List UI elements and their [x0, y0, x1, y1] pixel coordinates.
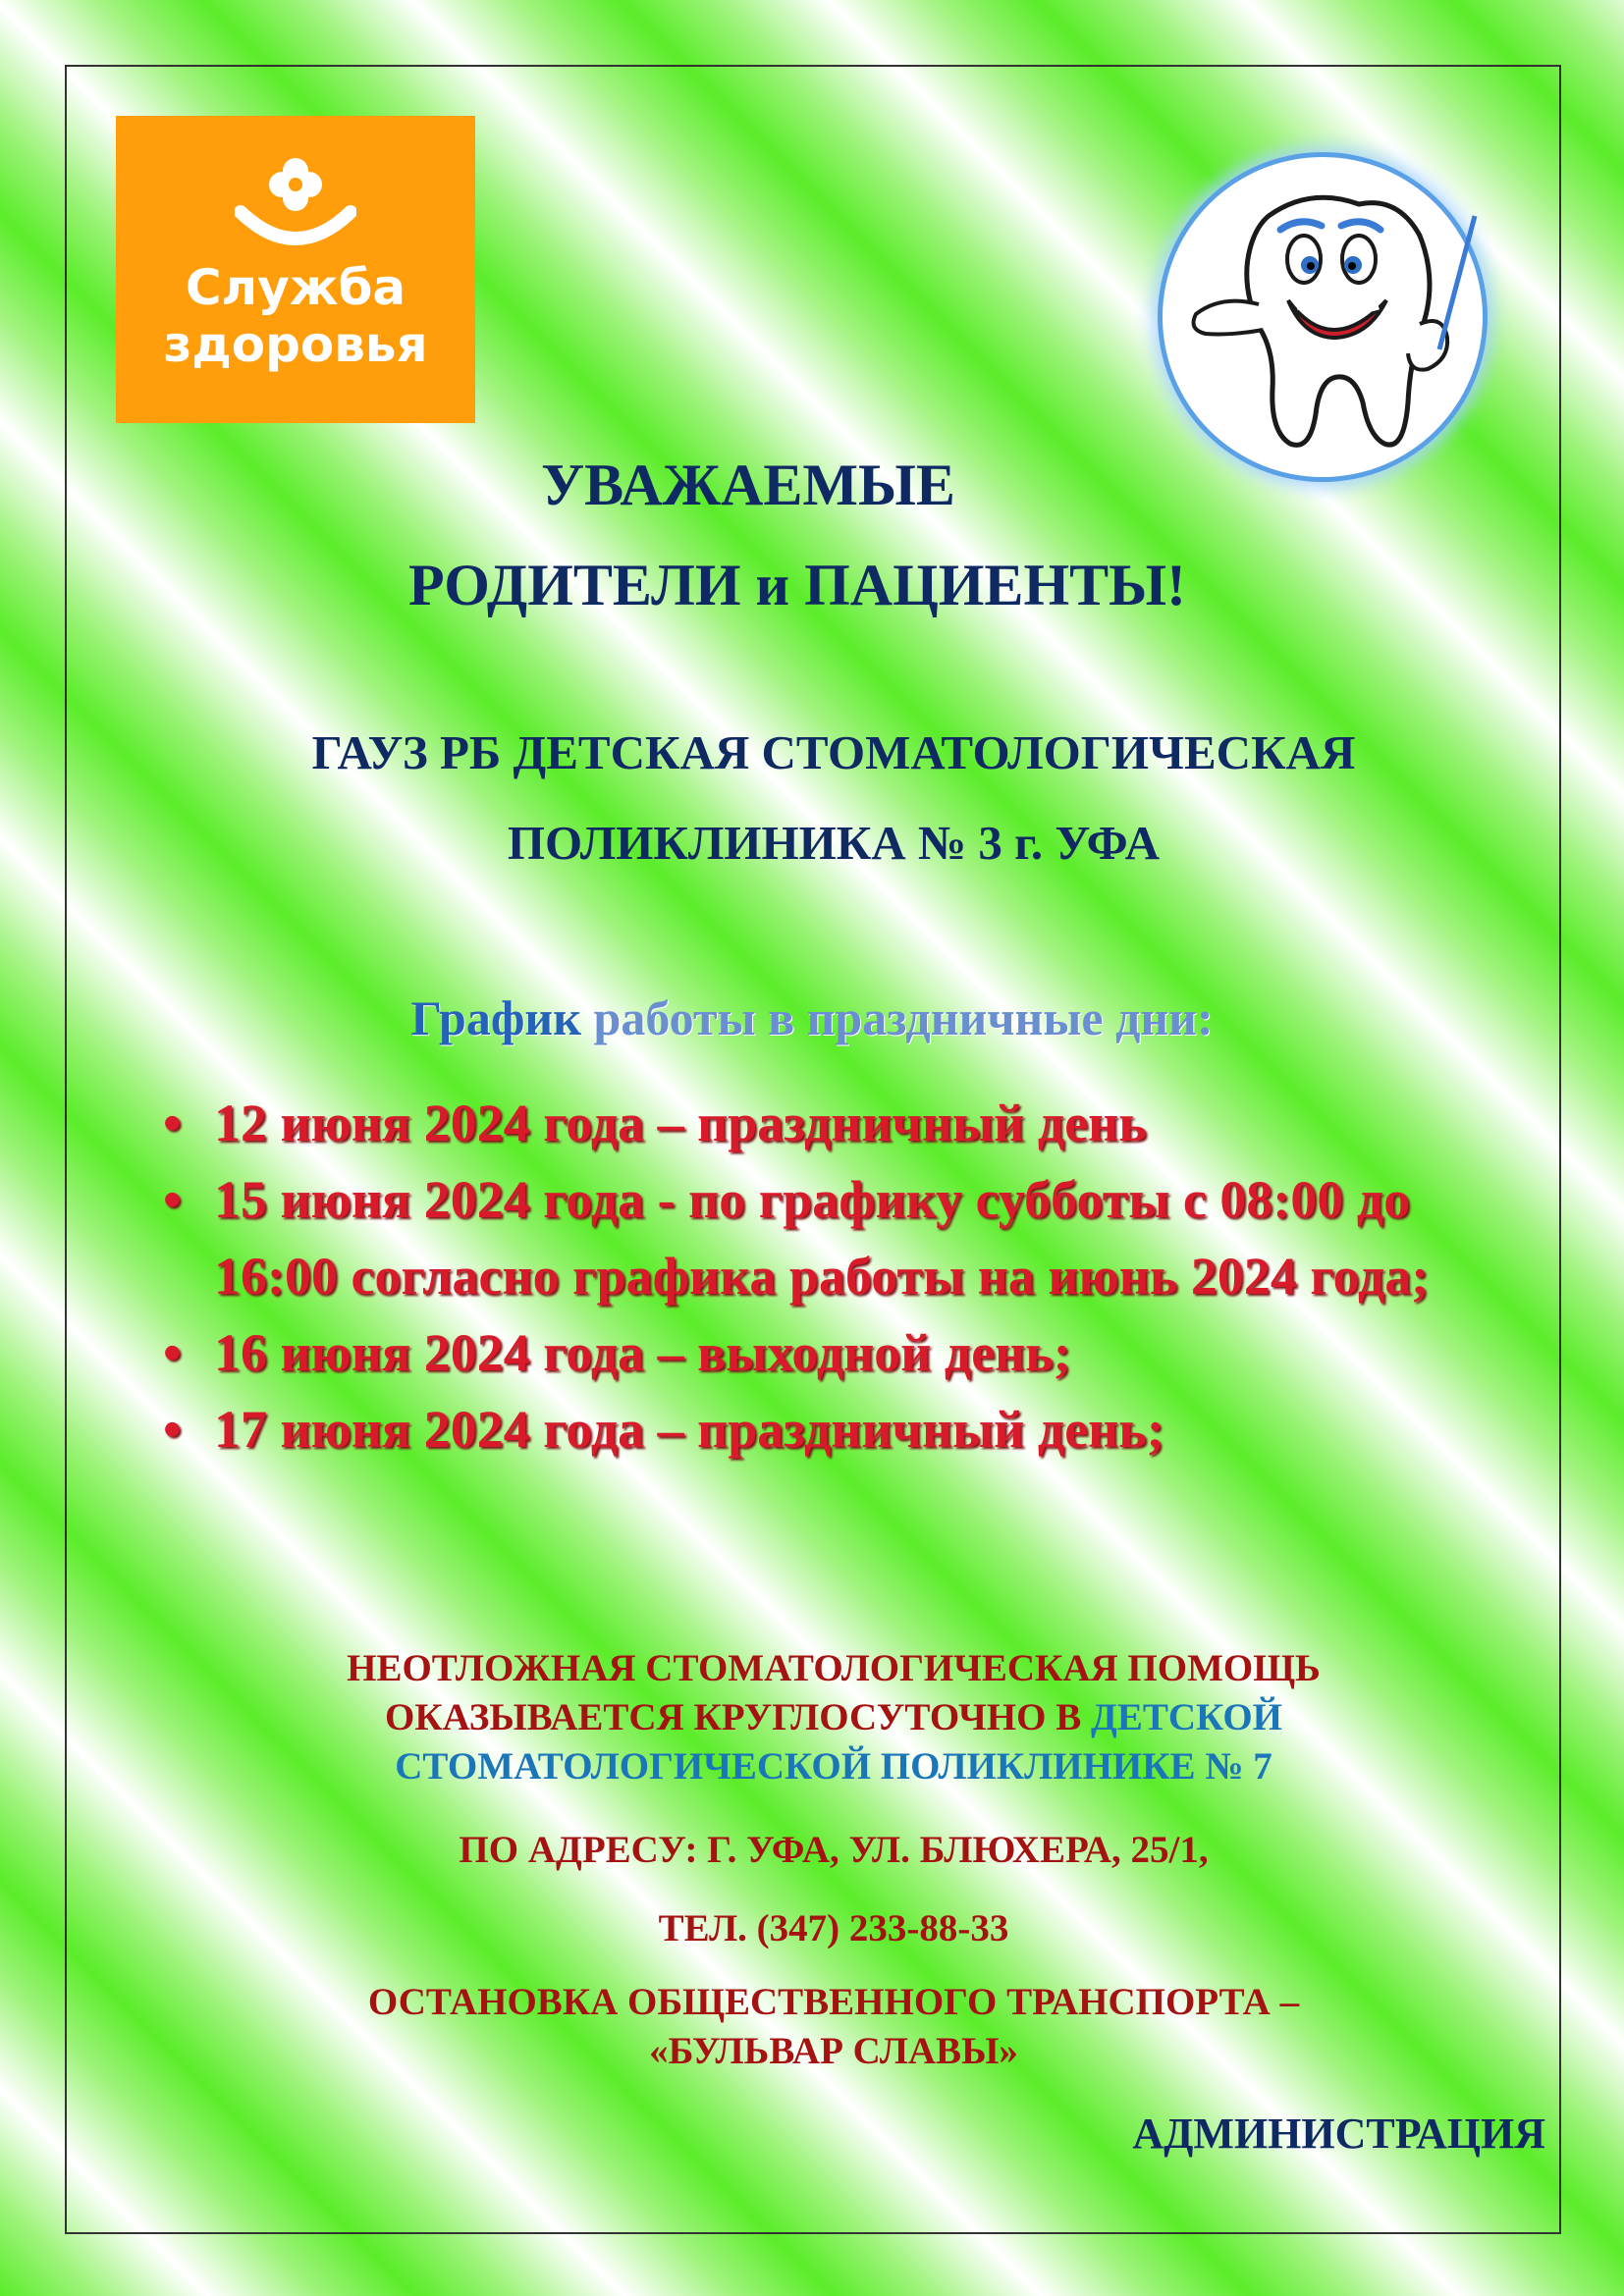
- smiling-tooth-icon: [1163, 157, 1483, 477]
- emergency-line2: [43, 1693, 1624, 1742]
- health-service-logo: [116, 116, 475, 423]
- schedule-item: • 16 июня 2024 года – выходной день;: [163, 1314, 1538, 1391]
- schedule-list: [163, 1085, 1538, 1468]
- schedule-title-rest: работы в праздничные дни:: [581, 990, 1214, 1045]
- greeting-line2: РОДИТЕЛИ и ПАЦИЕНТЫ!: [407, 553, 1187, 617]
- transport-stop-line1: ОСТАНОВКА ОБЩЕСТВЕННОГО ТРАНСПОРТА –: [367, 1981, 1300, 2023]
- emergency-phone: ТЕЛ. (347) 233-88-33: [658, 1907, 1009, 1949]
- schedule-title-word1: График: [410, 990, 582, 1045]
- flower-smile-icon: [235, 157, 356, 255]
- greeting-line1: УВАЖАЕМЫЕ: [541, 453, 955, 517]
- schedule-item: • 17 июня 2024 года – праздничный день;: [163, 1391, 1538, 1468]
- emergency-notice: [43, 1644, 1624, 1791]
- schedule-item: • 12 июня 2024 года – праздничный день: [163, 1085, 1538, 1161]
- logo-text-line2: здоровья: [163, 316, 428, 373]
- schedule-title: [0, 989, 1624, 1046]
- emergency-line2-red: ОКАЗЫВАЕТСЯ КРУГЛОСУТОЧНО В: [384, 1696, 1091, 1738]
- organization-line2: ПОЛИКЛИНИКА № 3 г. УФА: [507, 816, 1161, 870]
- transport-stop: [43, 1978, 1624, 2076]
- schedule-item: • 15 июня 2024 года - по графику субботы с 08:00 до 16:00 согласно графика работы на июнь 2024 года;: [163, 1161, 1538, 1314]
- emergency-line2-blue: ДЕТСКОЙ: [1091, 1696, 1282, 1738]
- logo-text-line1: Служба: [185, 259, 406, 316]
- emergency-line1: НЕОТЛОЖНАЯ СТОМАТОЛОГИЧЕСКАЯ ПОМОЩЬ: [347, 1647, 1321, 1689]
- transport-stop-line2: «БУЛЬВАР СЛАВЫ»: [649, 2030, 1018, 2072]
- signature: АДМИНИСТРАЦИЯ: [1132, 2109, 1545, 2158]
- emergency-clinic-name: СТОМАТОЛОГИЧЕСКОЙ ПОЛИКЛИНИКЕ № 7: [395, 1745, 1272, 1788]
- organization-line1: ГАУЗ РБ ДЕТСКАЯ СТОМАТОЛОГИЧЕСКАЯ: [311, 725, 1356, 779]
- emergency-address: ПО АДРЕСУ: Г. УФА, УЛ. БЛЮХЕРА, 25/1,: [459, 1829, 1209, 1871]
